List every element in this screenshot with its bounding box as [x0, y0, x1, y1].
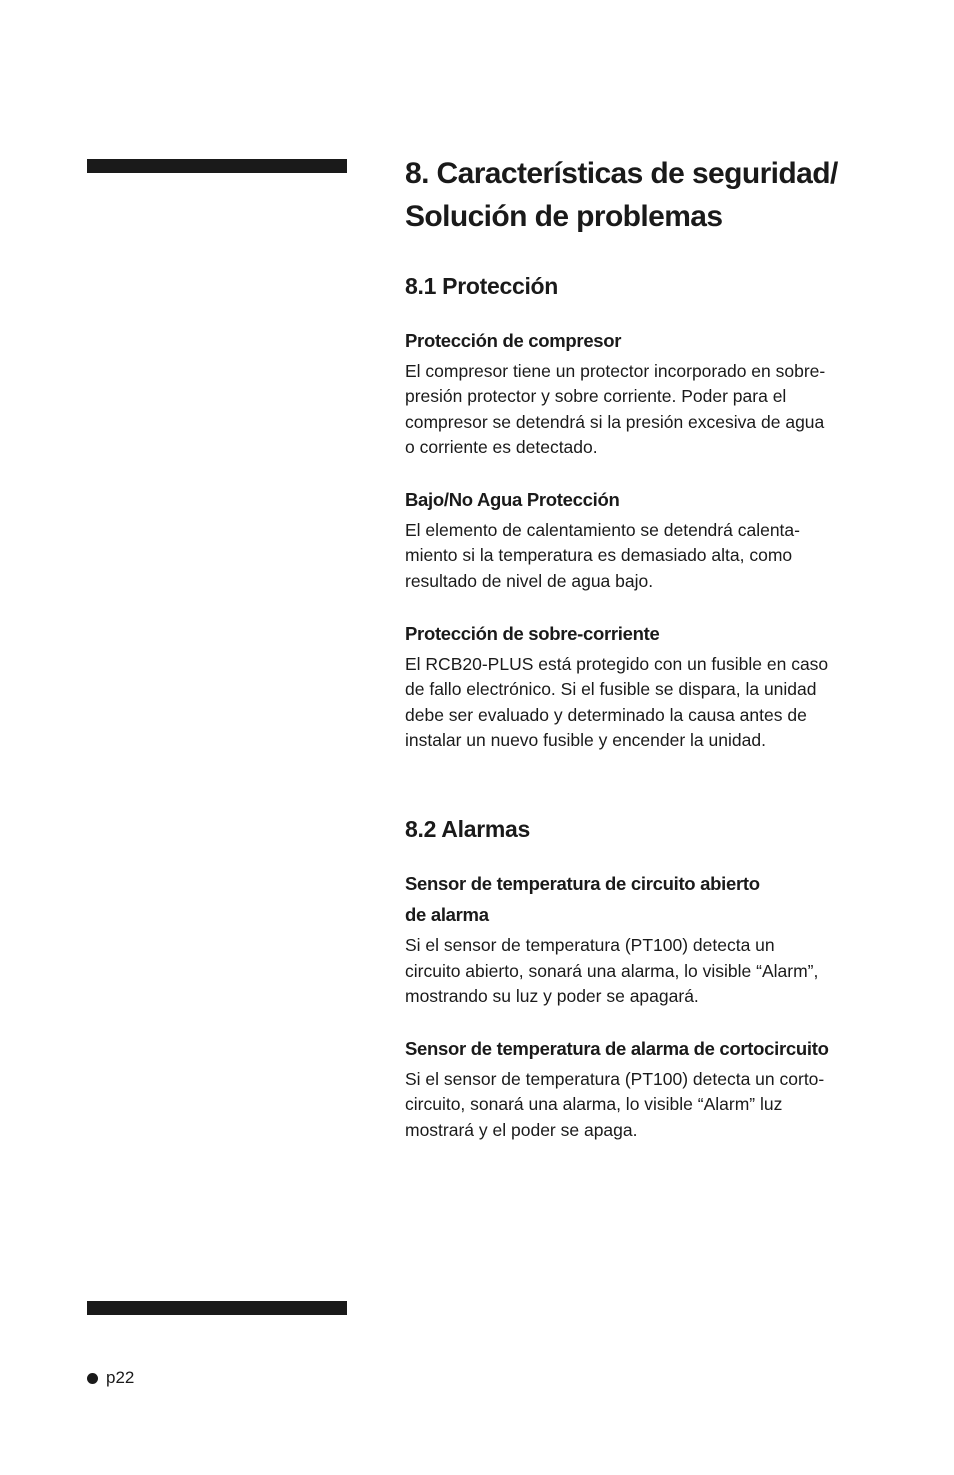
paragraph-circuito-abierto: [405, 933, 875, 1009]
subsection-title-line-1: Sensor de temperatura de circuito abierto: [405, 873, 760, 895]
text-line: mostrará y el poder se apaga.: [405, 1119, 638, 1140]
paragraph-bajo-agua: [405, 518, 875, 594]
text-line: miento si la temperatura es demasiado alta, como: [405, 545, 793, 566]
text-line: compresor se detendrá si la presión excesiva de agua: [405, 411, 825, 432]
text-line: mostrando su luz y poder se apagará.: [405, 985, 699, 1006]
top-decorative-rule: [87, 159, 347, 173]
text-line: o corriente es detectado.: [405, 436, 598, 457]
text-line: instalar un nuevo fusible y encender la unidad.: [405, 729, 766, 750]
bottom-decorative-rule: [87, 1301, 347, 1315]
page-footer: [87, 1367, 134, 1389]
text-line: debe ser evaluado y determinado la causa antes de: [405, 704, 807, 725]
text-line: El compresor tiene un protector incorporado en sobre-: [405, 361, 826, 381]
subsection-title-bajo-agua: Bajo/No Agua Protección: [405, 489, 620, 511]
text-line: Si el sensor de temperatura (PT100) detecta un corto-: [405, 1069, 825, 1090]
chapter-title: [405, 152, 875, 238]
chapter-title-line-1: 8. Características de seguridad/: [405, 157, 838, 190]
subsection-title-circuito-abierto: [405, 868, 875, 930]
text-line: Si el sensor de temperatura (PT100) detecta un: [405, 935, 775, 956]
paragraph-cortocircuito: [405, 1067, 875, 1143]
text-line: El RCB20-PLUS está protegido con un fusible en caso: [405, 654, 829, 675]
paragraph-sobre-corriente: [405, 652, 875, 753]
subsection-title-line-2: de alarma: [405, 904, 489, 926]
text-line: presión protector y sobre corriente. Poder para el: [405, 386, 787, 407]
chapter-title-line-2: Solución de problemas: [405, 200, 723, 233]
section-title-proteccion: 8.1 Protección: [405, 273, 559, 299]
subsection-title-compresor: Protección de compresor: [405, 330, 622, 351]
section-title-alarmas: 8.2 Alarmas: [405, 816, 530, 843]
page-number: p22: [106, 1368, 135, 1387]
paragraph-compresor: [405, 359, 875, 460]
subsection-title-sobre-corriente: Protección de sobre-corriente: [405, 623, 660, 645]
bullet-icon: [87, 1373, 98, 1384]
text-line: circuito, sonará una alarma, lo visible “Alarm” luz: [405, 1094, 783, 1115]
text-line: El elemento de calentamiento se detendrá calenta-: [405, 520, 800, 541]
text-line: de fallo electrónico. Si el fusible se dispara, la unidad: [405, 679, 817, 700]
text-line: resultado de nivel de agua bajo.: [405, 570, 654, 591]
subsection-title-cortocircuito: Sensor de temperatura de alarma de cortocircuito: [405, 1038, 829, 1060]
main-content: [405, 152, 875, 1143]
text-line: circuito abierto, sonará una alarma, lo visible “Alarm”,: [405, 960, 819, 981]
